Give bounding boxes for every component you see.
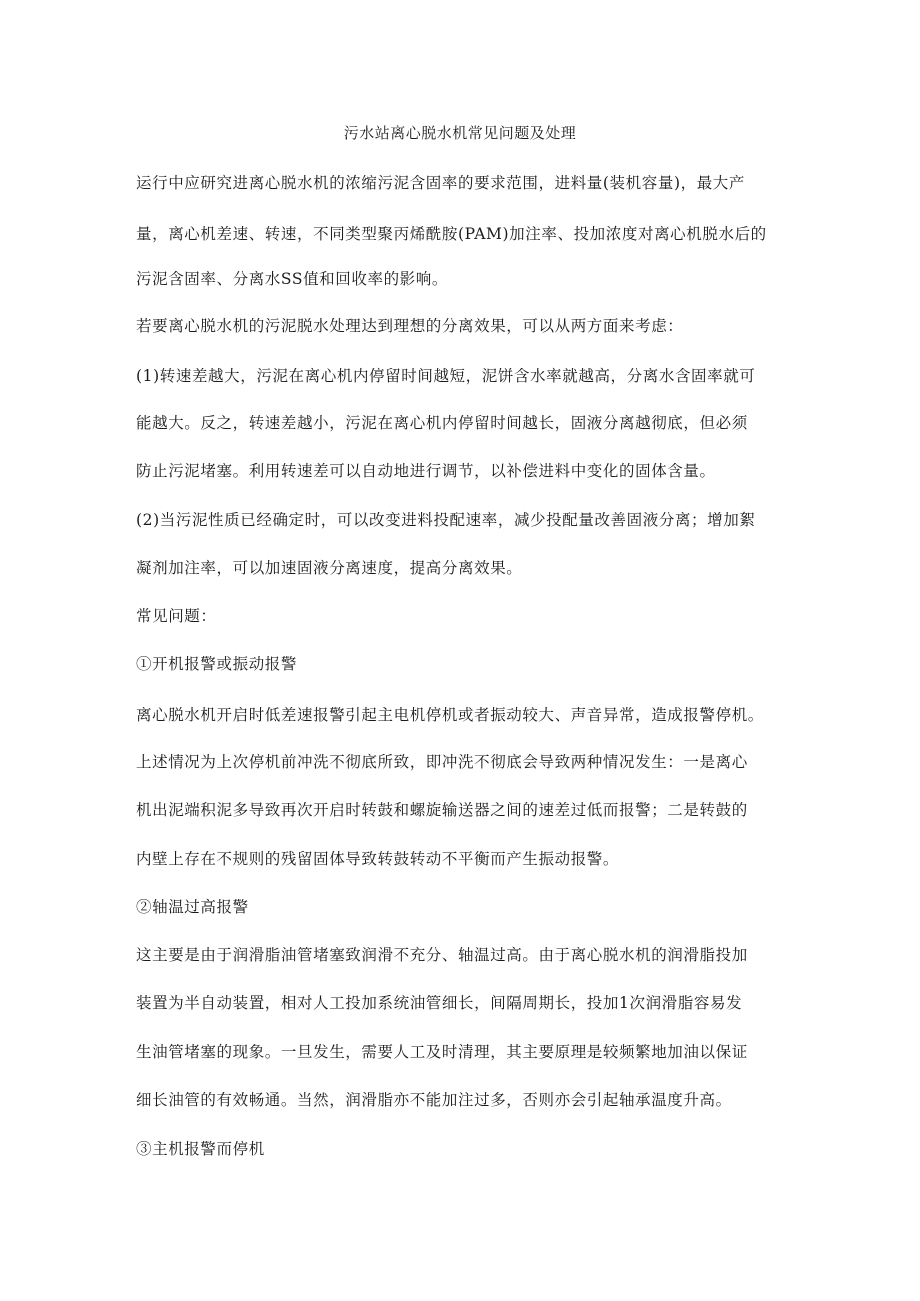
paragraph-line: 离心脱水机开启时低差速报警引起主电机停机或者振动较大、声音异常，造成报警停机。 <box>136 706 764 724</box>
paragraph-line: 上述情况为上次停机前冲洗不彻底所致，即冲洗不彻底会导致两种情况发生：一是离心 <box>136 753 748 771</box>
paragraph-line: 运行中应研究进离心脱水机的浓缩污泥含固率的要求范围，进料量(装机容量)，最大产 <box>136 174 745 192</box>
document-title: 污水站离心脱水机常见问题及处理 <box>343 124 577 142</box>
paragraph-line: 若要离心脱水机的污泥脱水处理达到理想的分离效果，可以从两方面来考虑： <box>136 317 684 335</box>
paragraph-line: 能越大。反之，转速差越小，污泥在离心机内停留时间越长，固液分离越彻底，但必须 <box>136 414 748 432</box>
paragraph-line: 内壁上存在不规则的残留固体导致转鼓转动不平衡而产生振动报警。 <box>136 850 620 868</box>
paragraph-line: (2)当污泥性质已经确定时，可以改变进料投配速率，减少投配量改善固液分离；增加絮 <box>136 511 756 529</box>
paragraph-line: 凝剂加注率，可以加速固液分离速度，提高分离效果。 <box>136 559 523 577</box>
paragraph-line: 这主要是由于润滑脂油管堵塞致润滑不充分、轴温过高。由于离心脱水机的润滑脂投加 <box>136 946 748 964</box>
issue-heading: ③主机报警而停机 <box>136 1140 265 1158</box>
paragraph-line: 装置为半自动装置，相对人工投加系统油管细长，间隔周期长，投加1次润滑脂容易发 <box>136 994 743 1012</box>
paragraph-line: 生油管堵塞的现象。一旦发生，需要人工及时清理，其主要原理是较频繁地加油以保证 <box>136 1043 748 1061</box>
issue-heading: ①开机报警或振动报警 <box>136 655 298 673</box>
paragraph-line: 机出泥端积泥多导致再次开启时转鼓和螺旋输送器之间的速差过低而报警；二是转鼓的 <box>136 801 748 819</box>
paragraph-line: 防止污泥堵塞。利用转速差可以自动地进行调节，以补偿进料中变化的固体含量。 <box>136 462 716 480</box>
section-heading: 常见问题： <box>136 607 217 625</box>
paragraph-line: 污泥含固率、分离水SS值和回收率的影响。 <box>136 270 448 288</box>
paragraph-line: (1)转速差越大，污泥在离心机内停留时间越短，泥饼含水率就越高，分离水含固率就可 <box>136 367 756 385</box>
paragraph-line: 细长油管的有效畅通。当然，润滑脂亦不能加注过多，否则亦会引起轴承温度升高。 <box>136 1091 732 1109</box>
issue-heading: ②轴温过高报警 <box>136 898 249 916</box>
paragraph-line: 量，离心机差速、转速，不同类型聚丙烯酰胺(PAM)加注率、投加浓度对离心机脱水后的 <box>136 225 767 243</box>
